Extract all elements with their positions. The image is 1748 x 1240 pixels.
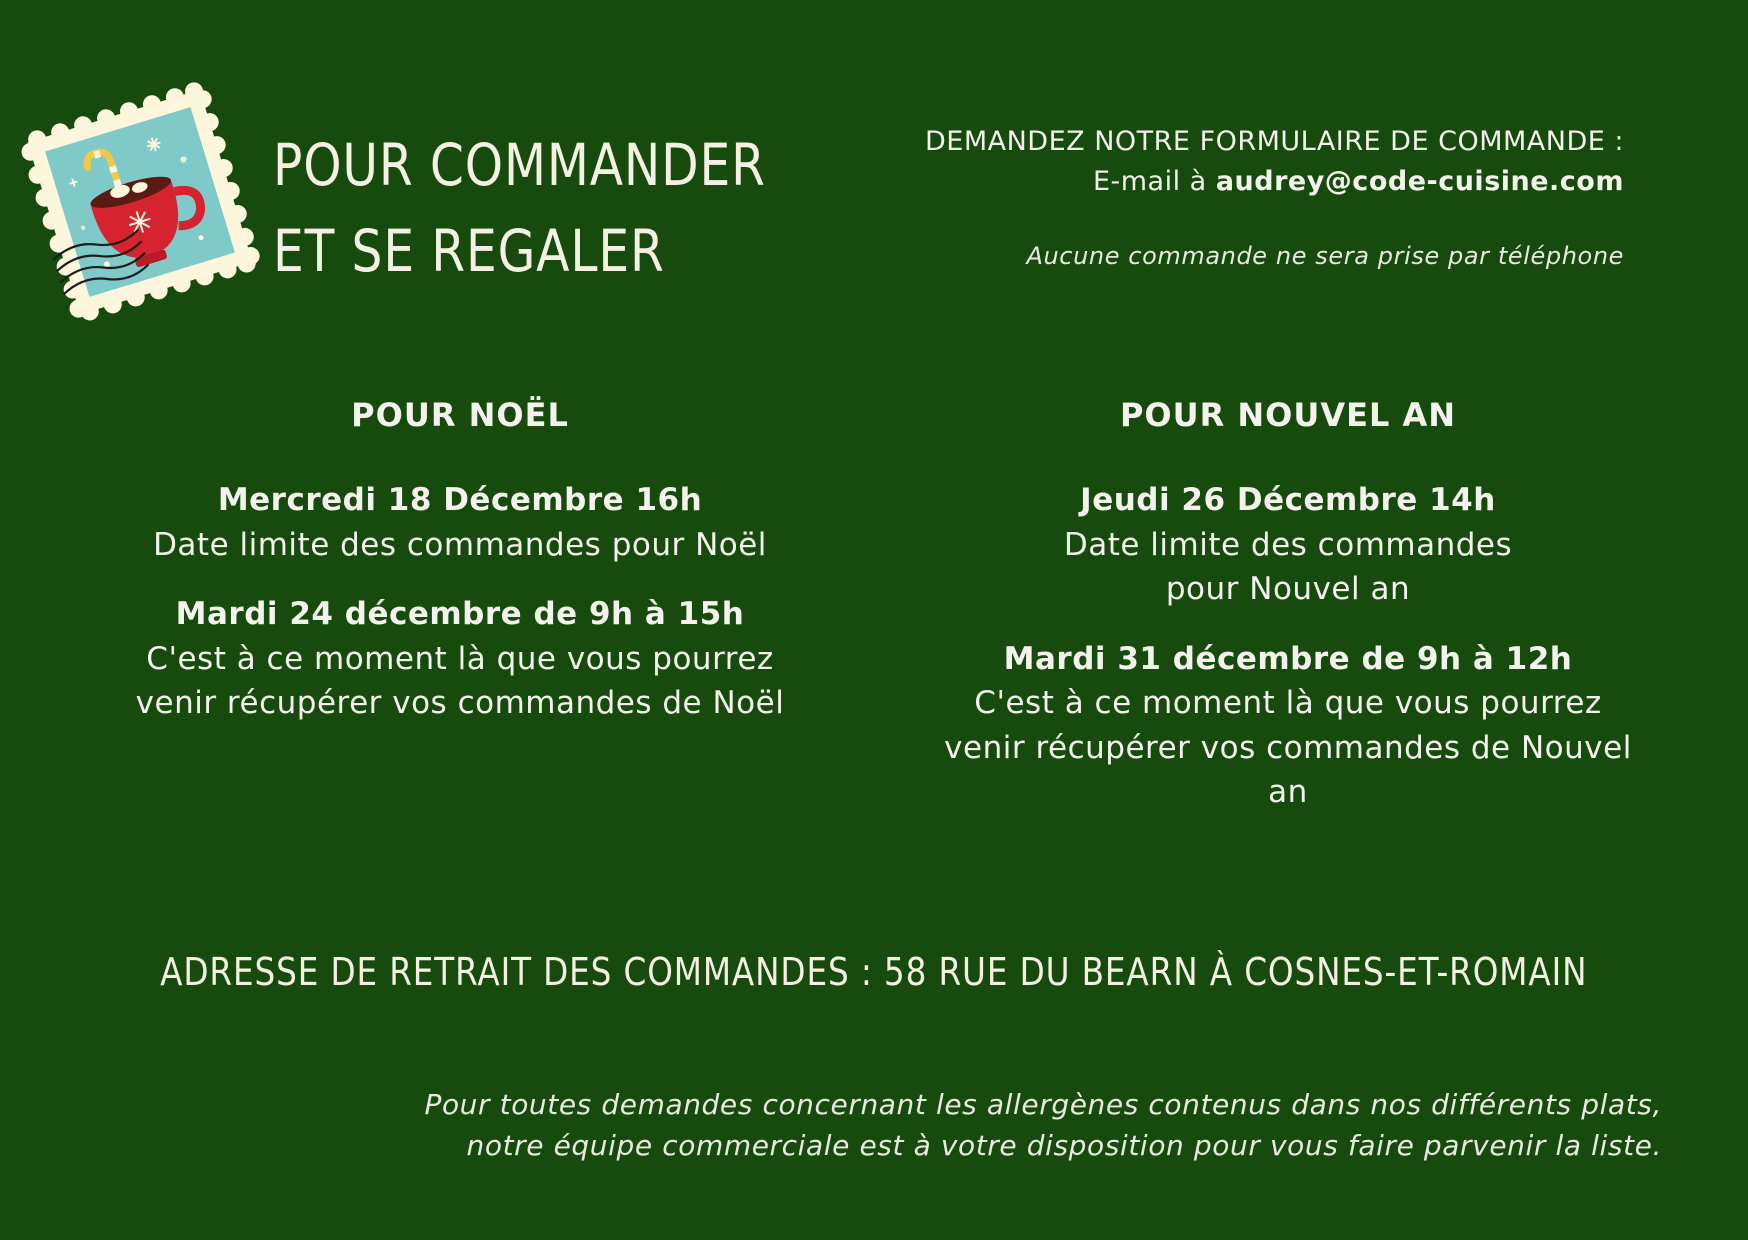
nouvel-an-deadline-date: Jeudi 26 Décembre 14h (1080, 482, 1496, 518)
order-info (925, 122, 1624, 202)
nouvel-an-pickup-date: Mardi 31 décembre de 9h à 12h (1003, 640, 1573, 677)
nouvel-an-deadline-text: Date limite des commandes pour Nouvel an (1063, 526, 1513, 607)
noel-section (110, 390, 810, 726)
allergens-note (424, 1084, 1662, 1166)
noel-deadline-date: Mercredi 18 Décembre 16h (217, 482, 703, 518)
email-link[interactable]: audrey@code-cuisine.com (1215, 166, 1624, 197)
allergens-line1: Pour toutes demandes concernant les allergènes contenus dans nos différents plats, (424, 1088, 1662, 1121)
noel-heading: POUR NOËL (351, 396, 569, 434)
pickup-address (0, 950, 1748, 994)
page-title-line1: POUR COMMANDER (273, 131, 766, 199)
email-prefix: E-mail à (1092, 166, 1216, 197)
page-title-line2: ET SE REGALER (273, 217, 665, 285)
page-title (273, 122, 766, 294)
phone-note: Aucune commande ne sera prise par téléphone (1026, 242, 1624, 270)
noel-pickup-date: Mardi 24 décembre de 9h à 15h (175, 596, 745, 632)
nouvel-an-section (938, 390, 1638, 815)
email-line (925, 162, 1624, 202)
noel-deadline-text: Date limite des commandes pour Noël (153, 526, 767, 563)
christmas-stamp-icon (20, 82, 260, 322)
nouvel-an-pickup-text: C'est à ce moment là que vous pourrez venir récupérer vos commandes de Nouvel an (944, 685, 1632, 810)
order-form-request: DEMANDEZ NOTRE FORMULAIRE DE COMMANDE : (924, 126, 1624, 157)
allergens-line2: notre équipe commerciale est à votre disposition pour vous faire parvenir la liste. (466, 1129, 1662, 1162)
pickup-address-text: ADRESSE DE RETRAIT DES COMMANDES : 58 RUE DU BEARN À COSNES-ET-ROMAIN (160, 950, 1588, 994)
nouvel-an-heading: POUR NOUVEL AN (1119, 396, 1457, 434)
noel-pickup-text: C'est à ce moment là que vous pourrez venir récupérer vos commandes de Noël (135, 640, 785, 721)
